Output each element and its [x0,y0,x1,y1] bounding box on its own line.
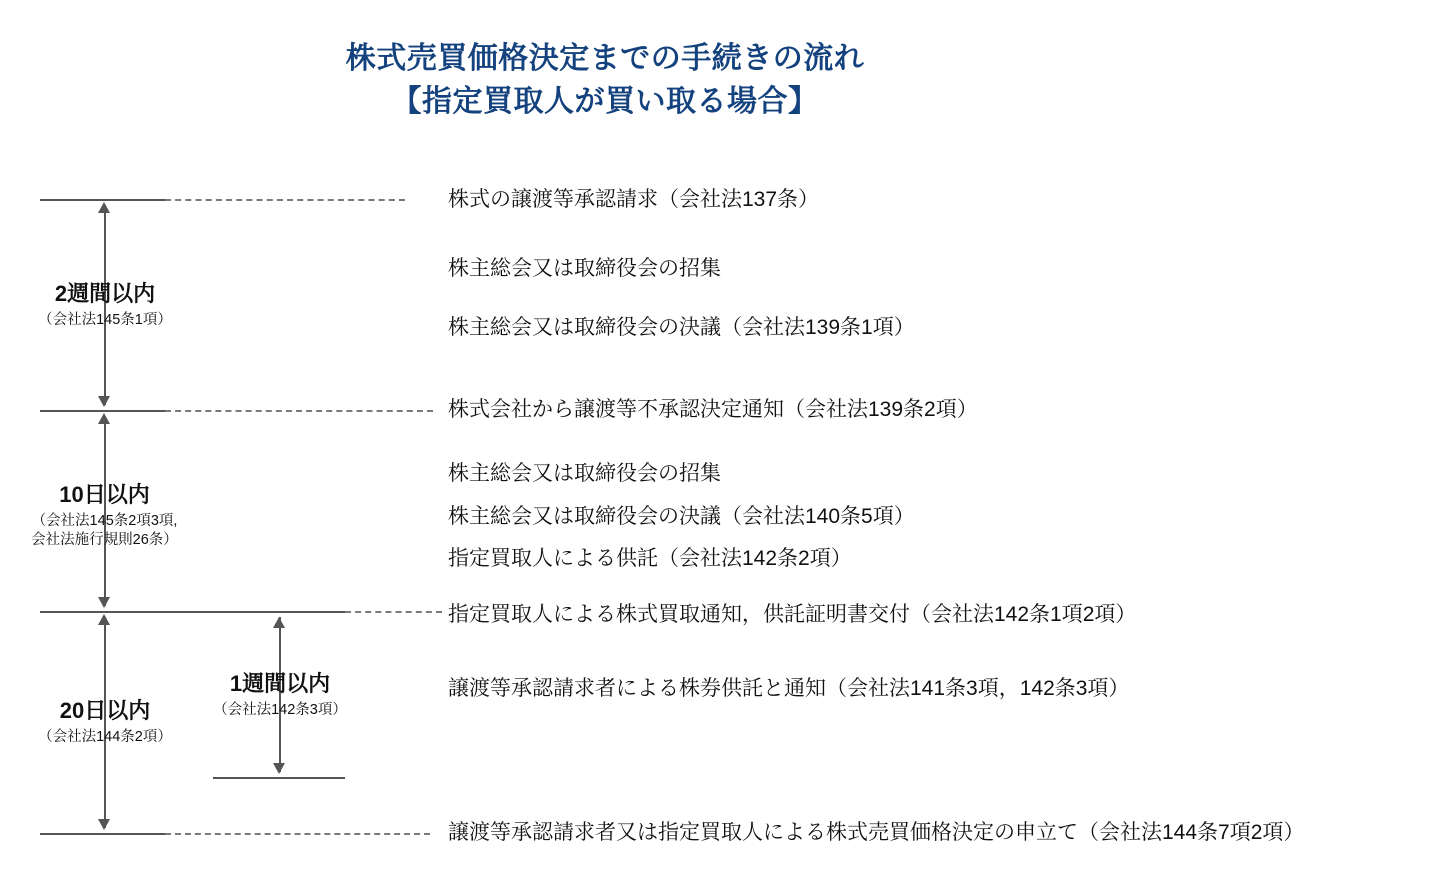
span-3-period-sub: （会社法144条2項） [38,728,172,745]
step-text-10: 譲渡等承認請求者又は指定買取人による株式売買価格決定の申立て（会社法144条7項2項） [448,821,1305,844]
span-2-arrow-up-icon [98,413,110,424]
span-2-period-sub-line-1: （会社法145条2項3項, [31,512,178,529]
page-title [0,38,1210,123]
span-1-arrow-up-icon [98,202,110,213]
span-2-period-sub-line-2: 会社法施行規則26条） [31,532,178,549]
step-text-5: 株主総会又は取締役会の招集 [448,462,721,485]
page-title-line-2: 【指定買取人が買い取る場合】 [391,84,819,118]
span-3-arrow-up-icon [98,614,110,625]
milestone-connector-3 [345,611,442,613]
span-1-period-main: 2週間以内 [54,281,156,306]
span-3-period-main: 20日以内 [59,698,151,723]
milestone-rule-2 [40,410,165,412]
secondary-rule-bottom [213,777,345,779]
span-2-arrow-down-icon [98,597,110,608]
milestone-rule-3 [40,611,345,613]
span-4-period-label [190,670,370,720]
step-text-4: 株式会社から譲渡等不承認決定通知（会社法139条2項） [448,398,978,421]
step-text-7: 指定買取人による供託（会社法142条2項） [448,547,852,570]
step-text-6: 株主総会又は取締役会の決議（会社法140条5項） [448,505,915,528]
step-text-2: 株主総会又は取締役会の招集 [448,257,721,280]
step-text-1: 株式の譲渡等承認請求（会社法137条） [448,188,820,211]
span-3-period-label [10,697,200,747]
span-2-period-label [2,481,207,551]
span-1-period-sub: （会社法145条1項） [38,311,172,328]
step-text-8: 指定買取人による株式買取通知，供託証明書交付（会社法142条1項2項） [448,603,1137,626]
span-4-period-sub: （会社法142条3項） [213,701,347,718]
milestone-connector-4 [165,833,430,835]
span-4-arrow-up-icon [273,617,285,628]
span-1-arrow-down-icon [98,396,110,407]
milestone-connector-2 [165,410,433,412]
span-3-arrow-down-icon [98,819,110,830]
milestone-rule-1 [40,199,165,201]
milestone-rule-4 [40,833,165,835]
span-1-period-label [10,280,200,330]
step-text-3: 株主総会又は取締役会の決議（会社法139条1項） [448,316,915,339]
span-4-arrow-down-icon [273,763,285,774]
span-4-period-main: 1週間以内 [229,671,331,696]
span-2-period-main: 10日以内 [59,482,150,507]
page-title-line-1: 株式売買価格決定までの手続きの流れ [345,42,865,75]
milestone-connector-1 [165,199,405,201]
step-text-9: 譲渡等承認請求者による株券供託と通知（会社法141条3項，142条3項） [448,677,1130,700]
